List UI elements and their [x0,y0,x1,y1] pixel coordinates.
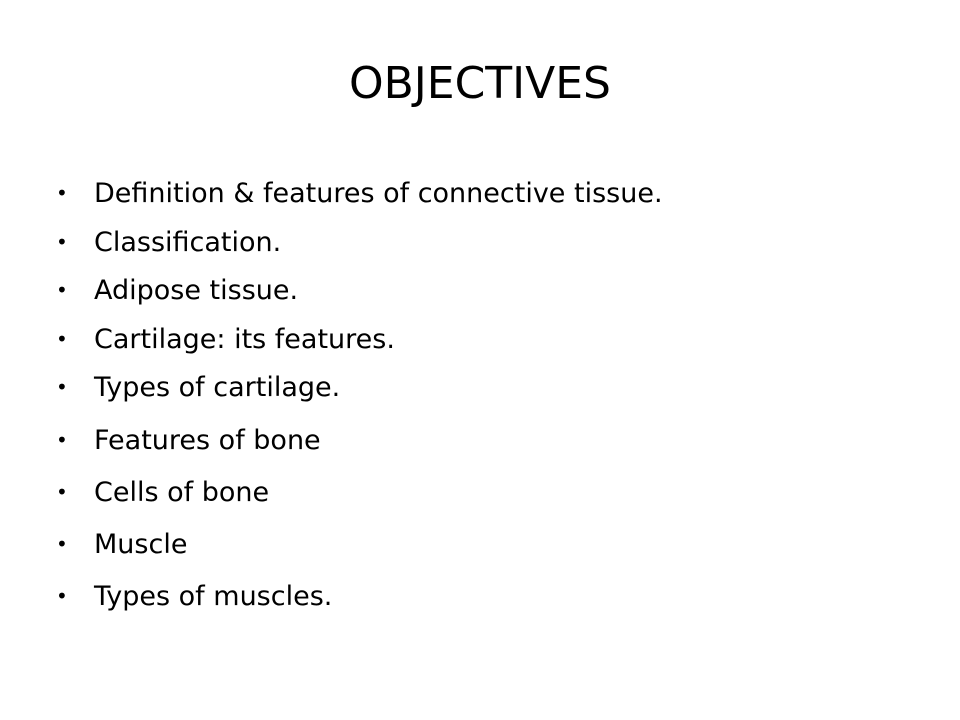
bullet-icon: • [56,584,68,608]
bullet-item [56,576,332,616]
bullet-icon: • [56,375,68,399]
bullet-item [56,173,663,213]
bullet-icon: • [56,230,68,254]
bullet-text: Cells of bone [94,476,270,508]
bullet-text: Types of cartilage. [94,371,341,403]
bullet-item [56,524,187,564]
bullet-item [56,472,269,512]
bullet-item [56,270,298,310]
bullet-icon: • [56,181,68,205]
bullet-icon: • [56,327,68,351]
bullet-text: Definition & features of connective tissue. [94,177,663,209]
bullet-text: Muscle [94,528,188,560]
bullet-icon: • [56,278,68,302]
bullet-text: Adipose tissue. [94,274,299,306]
bullet-icon: • [56,428,68,452]
bullet-text: Features of bone [94,424,321,456]
bullet-item [56,319,395,359]
bullet-item [56,420,321,460]
bullet-text: Cartilage: its features. [94,323,395,355]
bullet-icon: • [56,480,68,504]
bullet-item [56,222,281,262]
bullet-item [56,367,340,407]
bullet-icon: • [56,532,68,556]
bullet-text: Types of muscles. [94,580,333,612]
slide-title: OBJECTIVES [348,58,611,109]
bullet-text: Classification. [94,226,282,258]
